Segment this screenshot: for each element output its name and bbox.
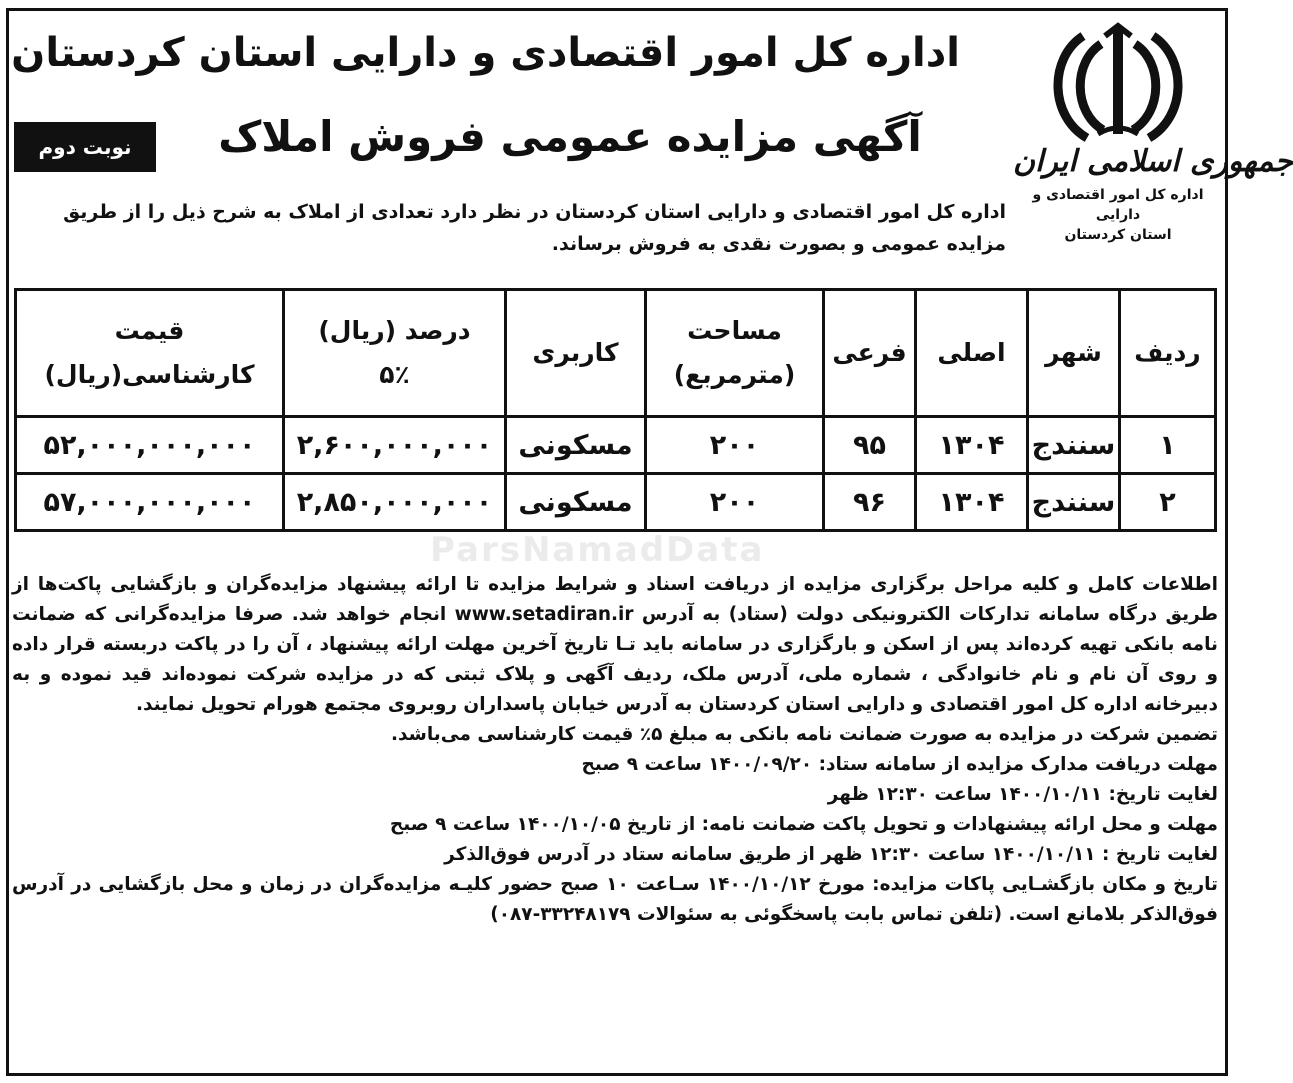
- emblem-dept-line2: استان کردستان: [1064, 227, 1172, 243]
- page-title: اداره کل امور اقتصادی و دارایی استان کردستان: [11, 30, 960, 76]
- header-area-line1: مساحت: [687, 316, 782, 345]
- page-subtitle: آگهی مزایده عمومی فروش املاک: [218, 112, 922, 161]
- header-percent-line1: درصد (ریال): [318, 316, 471, 345]
- table-row: [16, 417, 1216, 474]
- cell-main-plate: ۱۳۰۴: [916, 474, 1028, 531]
- cell-row-number: ۲: [1120, 474, 1216, 531]
- opening-line: تاریخ و مکان بازگشـایی پاکات مزایده: مورخ ۱۴۰۰/۱۰/۱۲ سـاعت ۱۰ صبح حضور کلیـه مزایده‌گران در زمان و محل بازگشایی در آدرس فوق‌الذکر بلامانع است. (تلفن تماس بابت پاسخگوئی به سئوالات ۳۳۲۴۸۱۷۹-۰۸۷): [12, 874, 1218, 925]
- intro-paragraph: اداره کل امور اقتصادی و دارایی استان کردستان در نظر دارد تعدادی از املاک به شرح ذیل را از طریق مزایده عمومی و بصورت نقدی به فروش برساند.: [63, 201, 1006, 255]
- header-row-number: ردیف: [1120, 290, 1216, 417]
- offers-deadline-line: مهلت و محل ارائه پیشنهادات و تحویل پاکت ضمانت نامه: از تاریخ ۱۴۰۰/۱۰/۰۵ ساعت ۹ صبح: [389, 814, 1218, 835]
- header-percent-line2: ۵٪: [379, 360, 410, 389]
- cell-sub-plate: ۹۵: [824, 417, 916, 474]
- cell-area: ۲۰۰: [646, 474, 824, 531]
- emblem-dept-line1: اداره کل امور اقتصادی و دارایی: [1032, 187, 1204, 223]
- round-badge: نوبت دوم: [14, 122, 156, 172]
- docs-deadline-line: مهلت دریافت مدارک مزایده از سامانه ستاد: ۱۴۰۰/۰۹/۲۰ ساعت ۹ صبح: [581, 754, 1218, 775]
- watermark: ParsNamadData: [430, 530, 765, 570]
- table-header-row: [16, 290, 1216, 417]
- table-row: [16, 474, 1216, 531]
- cell-usage: مسکونی: [506, 474, 646, 531]
- cell-sub-plate: ۹۶: [824, 474, 916, 531]
- header-area: [646, 290, 824, 417]
- header-sub-plate: فرعی: [824, 290, 916, 417]
- cell-percent: ۲,۸۵۰,۰۰۰,۰۰۰: [284, 474, 506, 531]
- cell-row-number: ۱: [1120, 417, 1216, 474]
- properties-table: [14, 288, 1217, 532]
- cell-area: ۲۰۰: [646, 417, 824, 474]
- cell-price: ۵۷,۰۰۰,۰۰۰,۰۰۰: [16, 474, 284, 531]
- cell-main-plate: ۱۳۰۴: [916, 417, 1028, 474]
- offers-deadline-until-line: لغایت تاریخ : ۱۴۰۰/۱۰/۱۱ ساعت ۱۲:۳۰ ظهر از طریق سامانه ستاد در آدرس فوق‌الذکر: [444, 844, 1218, 865]
- guarantee-line: تضمین شرکت در مزایده به صورت ضمانت نامه بانکی به مبلغ ۵٪ قیمت کارشناسی می‌باشد.: [390, 724, 1218, 745]
- docs-deadline-until-line: لغایت تاریخ: ۱۴۰۰/۱۰/۱۱ ساعت ۱۲:۳۰ ظهر: [827, 784, 1218, 805]
- notice-body: [12, 570, 1218, 930]
- header-price: [16, 290, 284, 417]
- procedure-paragraph: اطلاعات کامل و کلیه مراحل برگزاری مزایده از دریافت اسناد و شرایط مزایده تا ارائه پیشنهاد مزایده‌گران و بازگشایی پاکت‌ها از طریق درگاه سامانه تدارکات الکترونیکی دولت (ستاد) به آدرس www.setadiran.ir انجام خواهد شد. صرفا مزایده‌گرانی که ضمانت نامه بانکی تهیه کرده‌اند پس از اسکن و بارگزاری در سامانه باید تـا تاریخ آخرین مهلت ارائه پیشنهاد ، آن را در پاکت دربسته قرار داده و روی آن نام و نام خانوادگی ، شماره ملی، آدرس ملک، ردیف آگهی و پلاک ثبتی که در مزایده شرکت نموده‌اند قید نموده و به دبیرخانه اداره کل امور اقتصادی و دارایی استان کردستان به آدرس خیابان پاسداران روبروی مجتمع هورام تحویل نمایند.: [12, 574, 1219, 715]
- header-city: شهر: [1028, 290, 1120, 417]
- header-percent: [284, 290, 506, 417]
- iran-emblem-icon: [1043, 22, 1193, 142]
- cell-percent: ۲,۶۰۰,۰۰۰,۰۰۰: [284, 417, 506, 474]
- header-price-line1: قیمت: [114, 316, 185, 345]
- cell-city: سنندج: [1028, 474, 1120, 531]
- header-usage: کاربری: [506, 290, 646, 417]
- emblem-block: [1013, 22, 1293, 272]
- cell-usage: مسکونی: [506, 417, 646, 474]
- header-main-plate: اصلی: [916, 290, 1028, 417]
- cell-price: ۵۲,۰۰۰,۰۰۰,۰۰۰: [16, 417, 284, 474]
- header-price-line2: کارشناسی(ریال): [44, 360, 255, 389]
- emblem-script-text: جمهوری اسلامی ایران: [1013, 144, 1293, 179]
- header-area-line2: (مترمربع): [673, 360, 796, 389]
- cell-city: سنندج: [1028, 417, 1120, 474]
